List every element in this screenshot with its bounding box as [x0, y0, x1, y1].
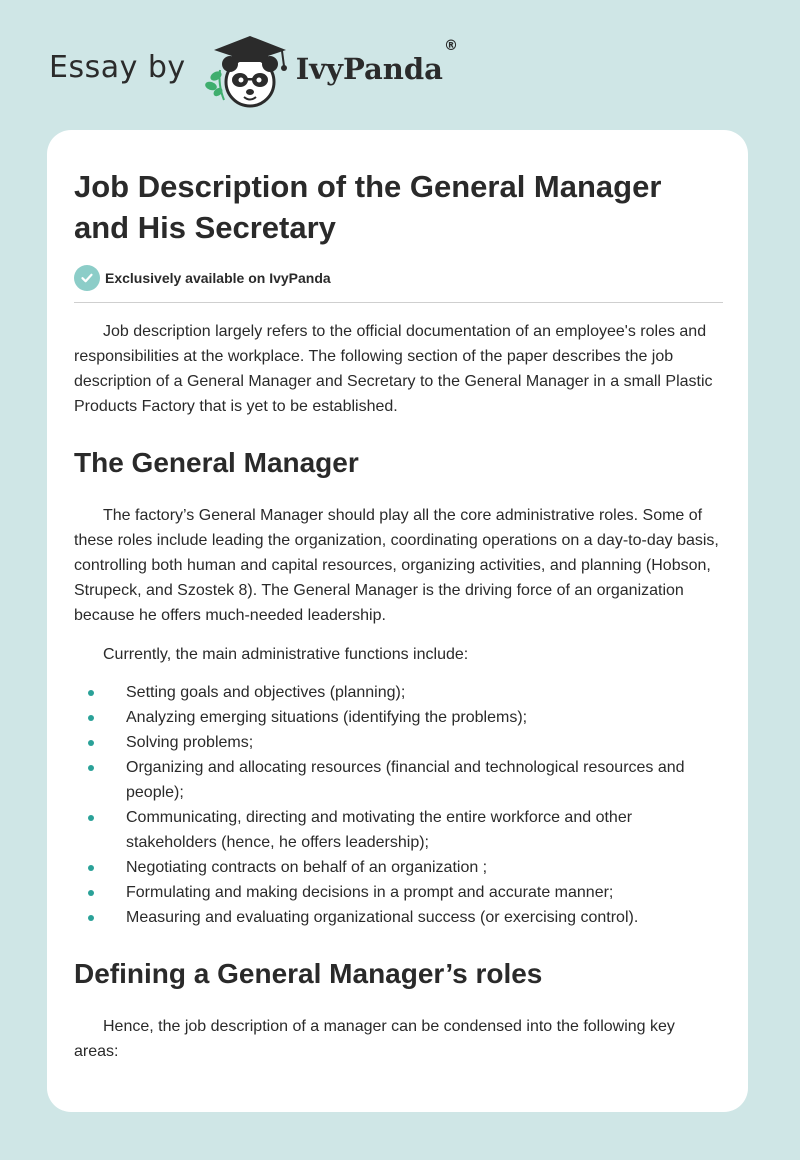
panda-graduate-icon — [200, 30, 292, 110]
bullet-icon — [88, 715, 94, 721]
list-item-text: Formulating and making decisions in a prompt and accurate manner; — [126, 884, 614, 901]
list-item-text: Communicating, directing and motivating the entire workforce and other stakeholders (hence, he offers leadership); — [126, 809, 633, 851]
exclusive-text: Exclusively available on IvyPanda — [105, 270, 331, 286]
list-item-text: Negotiating contracts on behalf of an organization ; — [126, 859, 488, 876]
bullet-icon — [88, 690, 94, 696]
paragraph-roles: The factory’s General Manager should play all the core administrative roles. Some of these roles include leading the organization, coordinating operations on a day-to-day basis, controlling both human and capital resources, organizing activities, and planning (Hobson, Strupeck, and Szostek 8). The General Manager is the driving force of an organization because he offers much-needed leadership. — [74, 507, 719, 624]
paragraph-functions-intro: Currently, the main administrative functions include: — [103, 646, 469, 663]
functions-list — [74, 680, 723, 930]
bullet-icon — [88, 765, 94, 771]
bullet-icon — [88, 815, 94, 821]
bullet-icon — [88, 865, 94, 871]
list-item — [74, 705, 723, 730]
list-item — [74, 905, 723, 930]
brand-prefix: Essay by — [49, 49, 186, 85]
brand-name: IvyPanda® — [295, 38, 458, 86]
list-item — [74, 730, 723, 755]
section-heading-general-manager: The General Manager — [74, 447, 359, 478]
page-title: Job Description of the General Manager and His Secretary — [74, 169, 662, 245]
bullet-icon — [88, 740, 94, 746]
check-icon — [74, 265, 100, 291]
intro-paragraph: Job description largely refers to the official documentation of an employee's roles and responsibilities at the workplace. The following section of the paper describes the job description of a General Manager and Secretary to the General Manager in a small Plastic Products Factory that is yet to be established. — [74, 323, 713, 415]
paragraph-key-areas: Hence, the job description of a manager can be condensed into the following key areas: — [74, 1018, 675, 1060]
exclusive-badge — [74, 264, 723, 292]
list-item — [74, 855, 723, 880]
registered-mark: ® — [443, 38, 458, 54]
list-item — [74, 805, 723, 855]
bullet-icon — [88, 915, 94, 921]
list-item — [74, 680, 723, 705]
list-item-text: Analyzing emerging situations (identifying the problems); — [126, 709, 528, 726]
section-heading-defining-roles: Defining a General Manager’s roles — [74, 958, 543, 989]
brand-header[interactable] — [49, 30, 458, 110]
list-item — [74, 755, 723, 805]
list-item-text: Measuring and evaluating organizational success (or exercising control). — [126, 909, 639, 926]
essay-card — [47, 130, 748, 1112]
list-item — [74, 880, 723, 905]
divider — [74, 302, 723, 303]
list-item-text: Organizing and allocating resources (financial and technological resources and people); — [126, 759, 685, 801]
list-item-text: Solving problems; — [126, 734, 254, 751]
bullet-icon — [88, 890, 94, 896]
essay-content — [74, 166, 723, 1064]
list-item-text: Setting goals and objectives (planning); — [126, 684, 406, 701]
